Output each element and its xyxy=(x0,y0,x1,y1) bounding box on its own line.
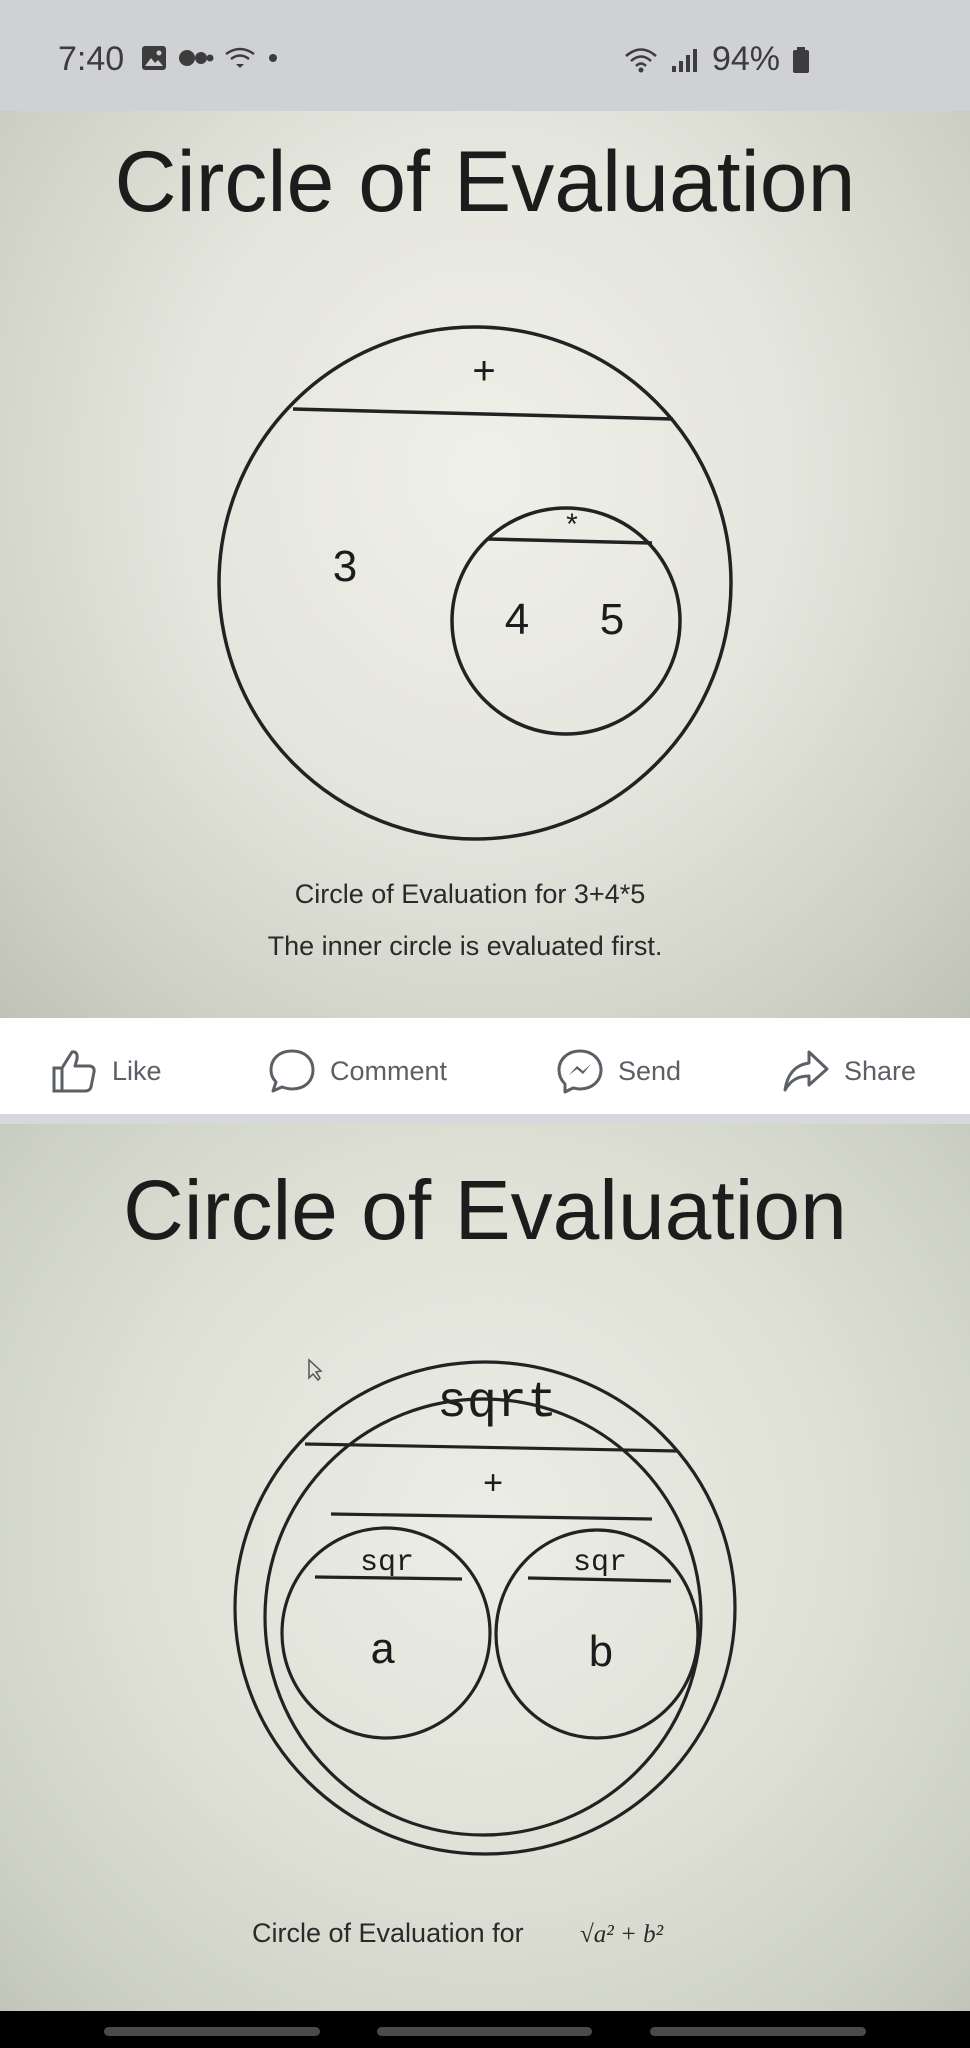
caption-2-formula: √a² + b² xyxy=(580,1921,664,1948)
diagram-sqrt-a2-b2 xyxy=(0,1124,970,2011)
messenger-dots-icon xyxy=(178,47,214,69)
left-operand: 3 xyxy=(332,542,358,591)
outer-circle xyxy=(219,327,731,839)
right-operand-b: b xyxy=(587,1630,615,1680)
send-button[interactable] xyxy=(556,1048,681,1094)
outer-operator: + xyxy=(472,349,496,393)
nav-recent-handle[interactable] xyxy=(104,2027,320,2036)
inner-left-operand: 4 xyxy=(504,595,530,644)
plus-operator: + xyxy=(483,1464,503,1502)
post-photo-1[interactable] xyxy=(0,111,970,1018)
sqrt-circle xyxy=(235,1362,735,1854)
messenger-icon xyxy=(556,1048,604,1094)
left-operand-a: a xyxy=(369,1627,397,1677)
caption-line-2: The inner circle is evaluated first. xyxy=(267,931,663,961)
cell-signal-icon xyxy=(670,46,700,74)
battery-icon xyxy=(792,46,810,74)
like-label: Like xyxy=(112,1055,162,1086)
dot-icon xyxy=(266,51,280,65)
signal-dots-icon xyxy=(224,46,256,70)
cursor-icon xyxy=(309,1360,321,1380)
right-sqr-operator: sqr xyxy=(572,1546,628,1580)
share-arrow-icon xyxy=(782,1048,830,1094)
wifi-icon xyxy=(624,46,658,74)
comment-label: Comment xyxy=(330,1055,448,1086)
status-left-icons xyxy=(140,44,280,72)
like-button[interactable] xyxy=(50,1048,162,1094)
battery-percent: 94% xyxy=(711,40,780,78)
comment-bubble-icon xyxy=(268,1048,316,1094)
gallery-icon xyxy=(140,44,168,72)
status-right xyxy=(624,40,810,79)
nav-back-handle[interactable] xyxy=(650,2027,866,2036)
send-label: Send xyxy=(618,1055,682,1086)
caption-line-1: Circle of Evaluation for 3+4*5 xyxy=(294,879,646,909)
share-button[interactable] xyxy=(782,1048,916,1094)
diagram-heading: Circle of Evaluation xyxy=(114,134,856,230)
share-label: Share xyxy=(844,1055,917,1086)
comment-button[interactable] xyxy=(268,1048,447,1094)
inner-right-operand: 5 xyxy=(599,595,625,644)
sqrt-operator: sqrt xyxy=(436,1375,558,1432)
left-sqr-operator: sqr xyxy=(359,1546,415,1580)
diagram-heading-2: Circle of Evaluation xyxy=(123,1163,847,1257)
post-photo-2[interactable] xyxy=(0,1124,970,2011)
outer-divider xyxy=(293,409,673,419)
nav-home-handle[interactable] xyxy=(377,2027,592,2036)
thumbs-up-icon xyxy=(50,1048,98,1094)
post-action-bar xyxy=(0,1018,970,1124)
status-time: 7:40 xyxy=(58,40,125,78)
system-nav-bar xyxy=(0,2011,970,2048)
diagram-3-plus-4-times-5 xyxy=(0,111,970,1018)
status-bar xyxy=(0,0,970,111)
plus-divider xyxy=(331,1514,652,1519)
caption-2-prefix: Circle of Evaluation for xyxy=(252,1918,524,1948)
inner-operator: * xyxy=(566,508,578,541)
